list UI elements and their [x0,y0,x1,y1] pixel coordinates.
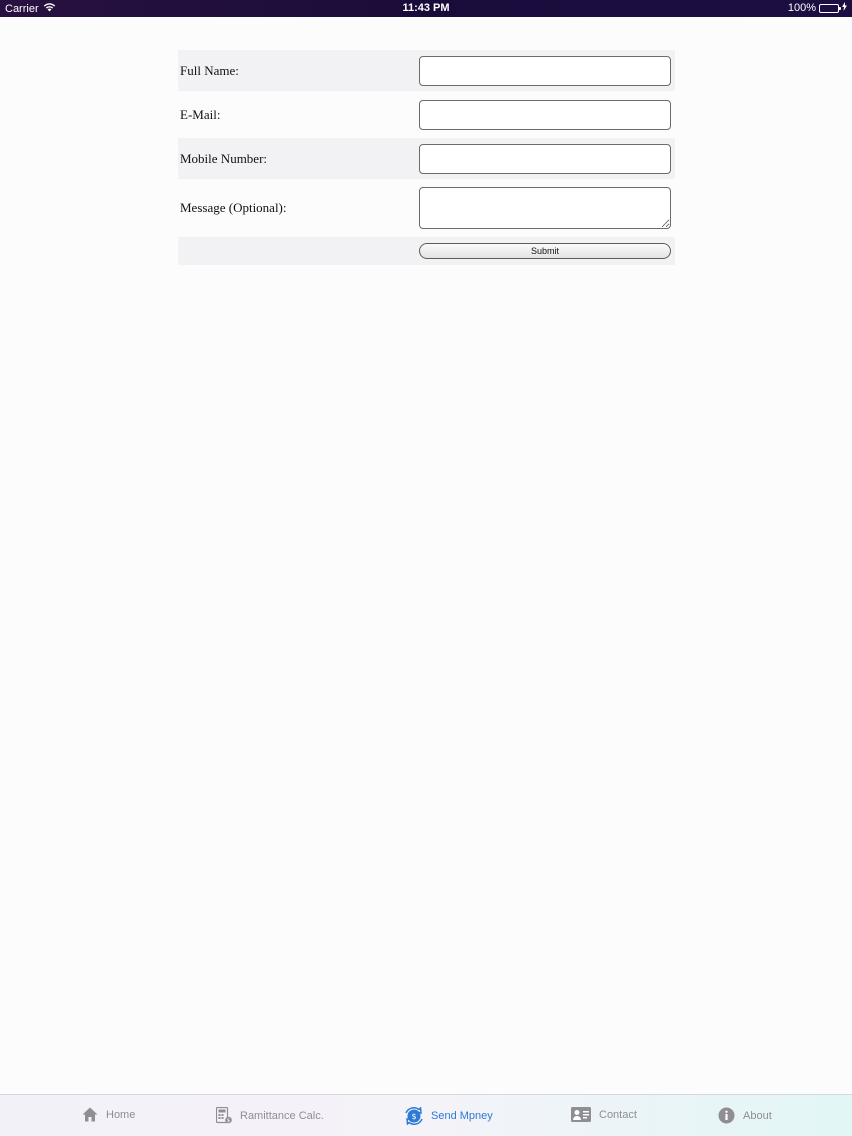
email-input[interactable] [419,100,671,130]
mobile-label: Mobile Number: [178,138,416,179]
tab-send-money[interactable] [405,1107,493,1125]
message-textarea[interactable] [419,187,671,229]
status-time: 11:43 PM [402,2,450,14]
contact-card-icon [571,1107,591,1122]
charging-icon [842,2,847,14]
tab-remittance-calc-label: Ramittance Calc. [240,1109,324,1122]
email-label: E-Mail: [180,106,221,122]
mobile-input[interactable] [419,144,671,174]
submit-row [178,237,675,265]
svg-text:$: $ [226,1118,231,1124]
mobile-row [178,138,675,179]
full-name-label: Full Name: [178,50,416,91]
battery-percent: 100% [787,2,816,14]
full-name-row [178,50,675,91]
home-icon [82,1107,98,1122]
tab-contact[interactable] [571,1107,637,1122]
message-label: Message (Optional): [180,200,287,215]
tab-contact-label: Contact [599,1108,637,1121]
tab-send-money-label: Send Mpney [431,1110,493,1122]
send-money-icon [405,1107,423,1125]
tab-bar [0,1094,852,1136]
contact-form [178,50,675,265]
full-name-input[interactable] [419,56,671,86]
email-row [178,93,675,136]
svg-text:$: $ [411,1112,417,1121]
carrier-label: Carrier [5,2,39,15]
tab-home-label: Home [106,1108,136,1121]
tab-remittance-calc[interactable] [216,1107,324,1124]
calculator-icon [216,1107,232,1124]
submit-button[interactable]: Submit [419,243,671,259]
tab-home[interactable] [82,1107,135,1122]
battery-icon [819,4,839,13]
tab-about[interactable] [718,1107,772,1124]
tab-about-label: About [743,1109,772,1122]
info-icon [718,1107,735,1124]
message-row [178,181,675,235]
status-right [788,2,847,14]
status-bar [0,0,852,17]
